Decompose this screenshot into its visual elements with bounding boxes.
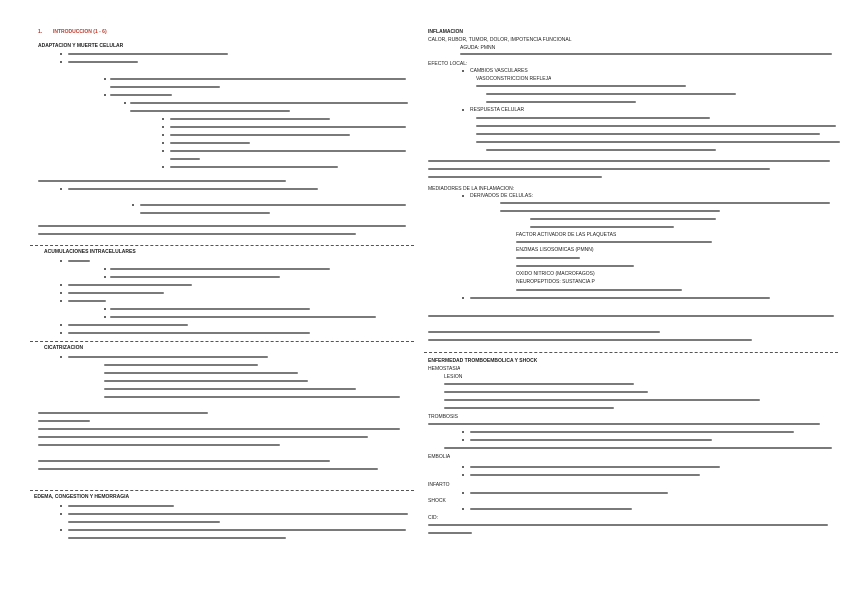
text-line	[476, 85, 686, 87]
bullet	[60, 513, 62, 515]
text-line	[170, 126, 406, 128]
text-line	[470, 439, 712, 441]
text-line	[428, 423, 820, 425]
bullet	[462, 439, 464, 441]
vasoconstriccion-label: VASOCONSTRICCIÓN REFLEJA	[476, 76, 552, 82]
text-line	[38, 412, 208, 414]
text-line	[68, 61, 138, 63]
text-line	[38, 436, 368, 438]
section-cicatrizacion: CICATRIZACIÓN	[44, 345, 84, 351]
bullet	[104, 276, 106, 278]
bullet	[162, 126, 164, 128]
bullet	[60, 53, 62, 55]
bullet	[124, 102, 126, 104]
bullet	[462, 297, 464, 299]
text-line	[428, 160, 830, 162]
text-line	[170, 166, 338, 168]
text-line	[68, 356, 268, 358]
shock-label: SHOCK	[428, 498, 446, 504]
section-divider	[30, 341, 414, 342]
neuropeptidos-label: NEUROPÉPTIDOS: SUSTANCIA P	[516, 279, 595, 285]
text-line	[476, 125, 836, 127]
text-line	[68, 513, 408, 515]
text-line	[428, 168, 770, 170]
bullet	[60, 292, 62, 294]
bullet	[462, 109, 464, 111]
text-line	[428, 331, 660, 333]
text-line	[476, 133, 820, 135]
text-line	[444, 399, 760, 401]
derivados-label: DERIVADOS DE CÉLULAS:	[470, 193, 533, 199]
text-line	[68, 537, 286, 539]
embolia-label: EMBOLIA	[428, 454, 451, 460]
text-line	[444, 447, 832, 449]
efecto-local-label: EFECTO LOCAL:	[428, 61, 468, 67]
text-line	[38, 420, 90, 422]
section-inflamacion: INFLAMACIÓN	[428, 29, 463, 35]
aguda-line: AGUDA: PMNN	[460, 45, 496, 51]
text-line	[38, 180, 286, 182]
text-line	[38, 460, 330, 462]
bullet	[132, 204, 134, 206]
text-line	[470, 474, 700, 476]
bullet	[162, 142, 164, 144]
text-line	[500, 210, 720, 212]
respuesta-celular-label: RESPUESTA CELULAR	[470, 107, 525, 113]
text-line	[38, 468, 378, 470]
text-line	[68, 53, 228, 55]
text-line	[110, 308, 310, 310]
bullet	[60, 332, 62, 334]
text-line	[170, 118, 330, 120]
bullet	[462, 492, 464, 494]
text-line	[38, 444, 280, 446]
text-line	[486, 101, 636, 103]
text-line	[68, 260, 90, 262]
text-line	[104, 396, 400, 398]
text-line	[530, 218, 716, 220]
bullet	[60, 188, 62, 190]
text-line	[110, 86, 220, 88]
text-line	[516, 265, 634, 267]
bullet	[462, 466, 464, 468]
text-line	[104, 380, 308, 382]
text-line	[516, 289, 682, 291]
text-line	[470, 297, 770, 299]
trombosis-label: TROMBOSIS	[428, 414, 459, 420]
text-line	[428, 339, 752, 341]
bullet	[60, 61, 62, 63]
bullet	[462, 474, 464, 476]
text-line	[104, 372, 298, 374]
bullet	[60, 529, 62, 531]
section-adaptacion: ADAPTACIÓN Y MUERTE CELULAR	[38, 43, 124, 49]
text-line	[428, 315, 834, 317]
section-edema: EDEMA, CONGESTIÓN Y HEMORRAGIA	[34, 494, 130, 500]
text-line	[38, 225, 406, 227]
text-line	[110, 94, 172, 96]
bullet	[104, 94, 106, 96]
infarto-label: INFARTO	[428, 482, 450, 488]
text-line	[470, 431, 794, 433]
bullet	[60, 284, 62, 286]
bullet	[60, 356, 62, 358]
text-line	[444, 407, 614, 409]
text-line	[110, 78, 406, 80]
section-divider	[424, 352, 838, 353]
text-line	[38, 428, 400, 430]
factor-activador-label: FACTOR ACTIVADOR DE LAS PLAQUETAS	[516, 232, 617, 238]
text-line	[470, 508, 632, 510]
oxido-nitrico-label: ÓXIDO NÍTRICO (MACRÓFAGOS)	[516, 271, 595, 277]
bullet	[162, 166, 164, 168]
lesion-label: LESIÓN	[444, 374, 463, 380]
bullet	[162, 118, 164, 120]
inflamacion-signos: CALOR, RUBOR, TUMOR, DOLOR, IMPOTENCIA FUNCIONAL	[428, 37, 572, 43]
bullet	[104, 316, 106, 318]
text-line	[444, 383, 634, 385]
bullet	[462, 431, 464, 433]
bullet	[60, 300, 62, 302]
enzimas-label: ENZIMAS LISOSÓMICAS (PMNN)	[516, 247, 594, 253]
text-line	[170, 150, 406, 152]
text-line	[516, 257, 580, 259]
text-line	[104, 364, 258, 366]
text-line	[428, 524, 828, 526]
bullet	[462, 508, 464, 510]
text-line	[68, 505, 174, 507]
text-line	[140, 204, 406, 206]
section-enfermedad: ENFERMEDAD TROMBOEMBÓLICA Y SHOCK	[428, 358, 538, 364]
text-line	[444, 391, 648, 393]
text-line	[486, 93, 736, 95]
bullet	[104, 78, 106, 80]
section-divider	[30, 490, 414, 491]
bullet	[104, 308, 106, 310]
section-acumulaciones: ACUMULACIONES INTRACELULARES	[44, 249, 136, 255]
heading-title: INTRODUCCIÓN (1 - 6)	[53, 29, 107, 35]
text-line	[428, 176, 602, 178]
bullet	[162, 150, 164, 152]
text-line	[170, 142, 250, 144]
text-line	[68, 324, 188, 326]
text-line	[38, 233, 356, 235]
text-line	[530, 226, 674, 228]
section-divider	[30, 245, 414, 246]
bullet	[462, 195, 464, 197]
bullet	[162, 134, 164, 136]
text-line	[470, 466, 720, 468]
bullet	[60, 505, 62, 507]
text-line	[170, 134, 350, 136]
text-line	[140, 212, 270, 214]
text-line	[476, 117, 710, 119]
text-line	[110, 316, 376, 318]
text-line	[68, 188, 318, 190]
text-line	[68, 284, 192, 286]
text-line	[68, 292, 164, 294]
text-line	[130, 110, 290, 112]
heading-number: 1.	[38, 29, 43, 35]
bullet	[462, 70, 464, 72]
text-line	[68, 529, 406, 531]
text-line	[500, 202, 830, 204]
mediadores-label: MEDIADORES DE LA INFLAMACIÓN:	[428, 186, 515, 192]
cambios-vasculares-label: CAMBIOS VASCULARES	[470, 68, 528, 74]
text-line	[476, 141, 840, 143]
text-line	[460, 53, 832, 55]
text-line	[486, 149, 716, 151]
text-line	[104, 388, 356, 390]
text-line	[110, 276, 280, 278]
text-line	[470, 492, 668, 494]
text-line	[130, 102, 408, 104]
hemostasia-label: HEMOSTASIA	[428, 366, 461, 372]
text-line	[170, 158, 200, 160]
text-line	[110, 268, 330, 270]
text-line	[68, 521, 220, 523]
bullet	[60, 324, 62, 326]
text-line	[68, 300, 106, 302]
text-line	[428, 532, 472, 534]
text-line	[516, 241, 712, 243]
bullet	[60, 260, 62, 262]
cid-label: CID:	[428, 515, 438, 521]
bullet	[104, 268, 106, 270]
text-line	[68, 332, 310, 334]
